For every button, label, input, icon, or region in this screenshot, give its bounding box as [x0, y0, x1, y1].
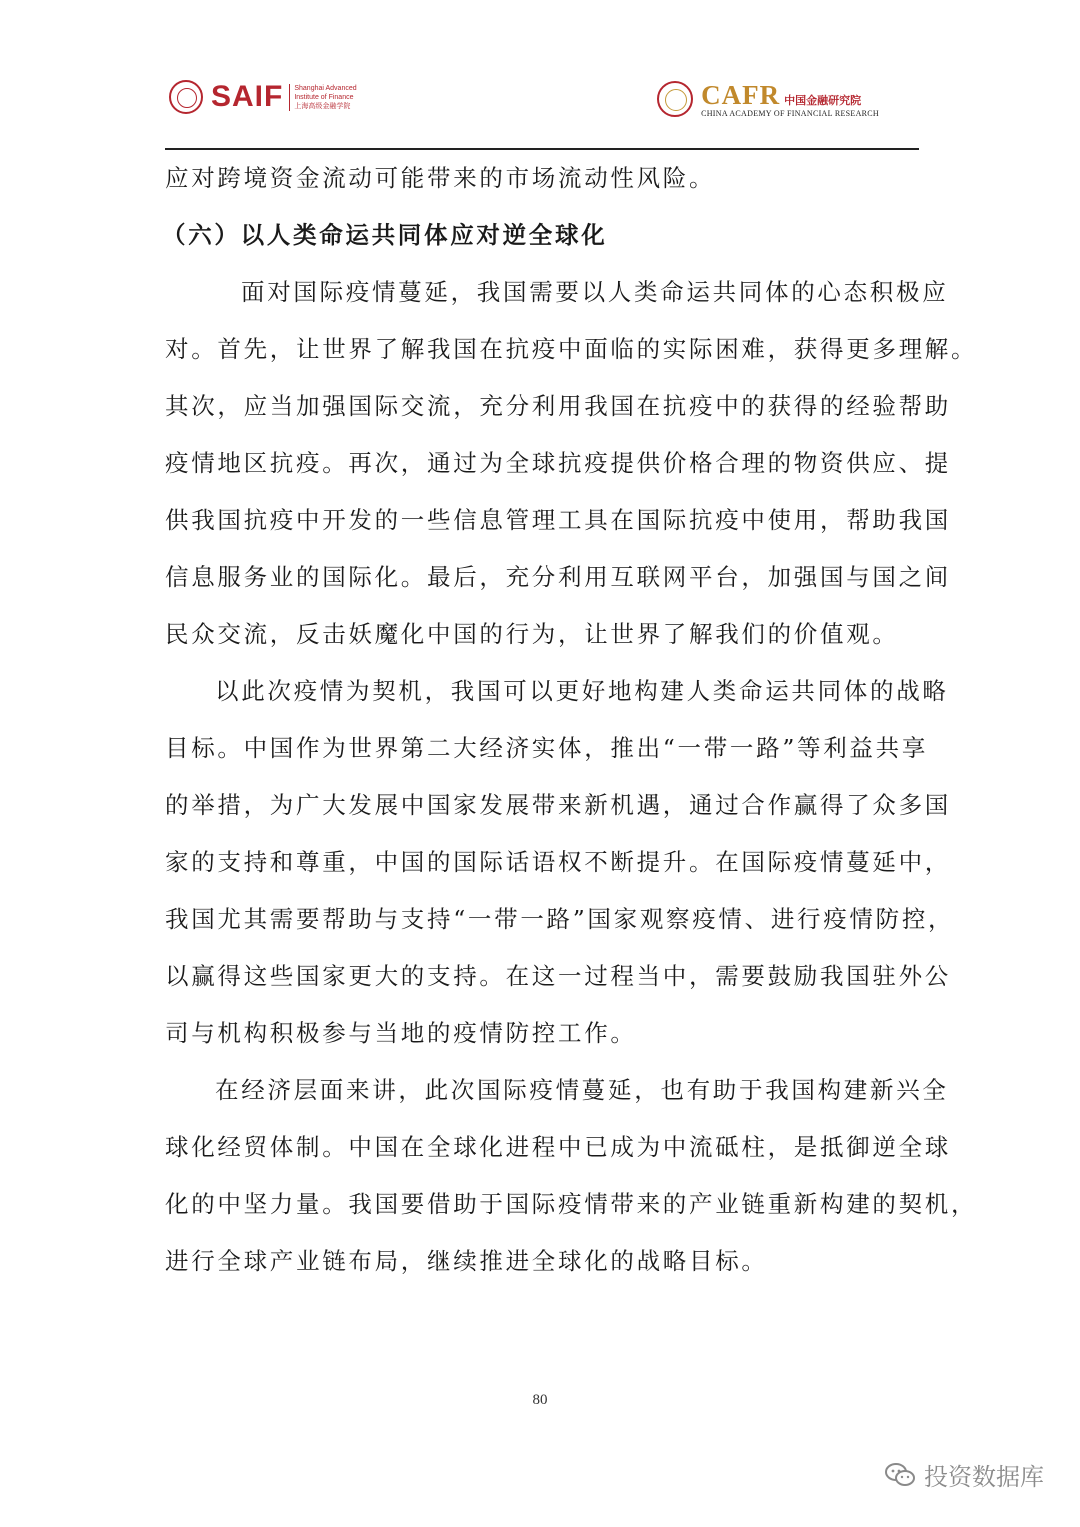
text-line: 民众交流，反击妖魔化中国的行为，让世界了解我们的价值观。 [165, 620, 899, 648]
page-header [165, 78, 919, 150]
text-line: 对。首先，让世界了解我国在抗疫中面临的实际困难，获得更多理解。 [165, 335, 978, 363]
watermark-text: 投资数据库 [924, 1463, 1044, 1491]
text-line: 供我国抗疫中开发的一些信息管理工具在国际抗疫中使用，帮助我国 [165, 506, 951, 534]
document-body [162, 155, 978, 1295]
header-divider [165, 148, 919, 150]
section-heading: （六）以人类命运共同体应对逆全球化 [162, 221, 608, 249]
text-line: 家的支持和尊重，中国的国际话语权不断提升。在国际疫情蔓延中， [165, 848, 951, 876]
paragraph-first-line: 面对国际疫情蔓延，我国需要以人类命运共同体的心态积极应 [241, 278, 949, 306]
cafr-logo [657, 80, 879, 118]
saif-logo [169, 80, 357, 114]
wechat-icon [884, 1462, 916, 1488]
text-line: 司与机构积极参与当地的疫情防控工作。 [165, 1019, 637, 1047]
paragraph-first-line: 以此次疫情为契机，我国可以更好地构建人类命运共同体的战略 [215, 677, 949, 705]
saif-subtitle-en-2: Institute of Finance [294, 93, 354, 101]
university-seal-icon [657, 81, 693, 117]
text-line: 球化经贸体制。中国在全球化进程中已成为中流砥柱，是抵御逆全球 [165, 1133, 951, 1161]
saif-logo-subtitle [289, 84, 356, 111]
text-line: 应对跨境资金流动可能带来的市场流动性风险。 [165, 164, 716, 192]
paragraph-first-line: 在经济层面来讲，此次国际疫情蔓延，也有助于我国构建新兴全 [215, 1076, 949, 1104]
saif-logo-text: SAIF [211, 80, 284, 113]
text-line: 目标。中国作为世界第二大经济实体，推出“一带一路”等利益共享 [165, 734, 929, 762]
page-number: 80 [532, 1392, 548, 1408]
text-line: 其次，应当加强国际交流，充分利用我国在抗疫中的获得的经验帮助 [165, 392, 951, 420]
text-line: 化的中坚力量。我国要借助于国际疫情带来的产业链重新构建的契机， [165, 1190, 978, 1218]
text-line: 的举措，为广大发展中国家发展带来新机遇，通过合作赢得了众多国 [165, 791, 951, 819]
text-line: 进行全球产业链布局，继续推进全球化的战略目标。 [165, 1247, 768, 1275]
cafr-logo-text: CAFR [701, 80, 781, 110]
text-line: 疫情地区抗疫。再次，通过为全球抗疫提供价格合理的物资供应、提 [165, 449, 951, 477]
text-line: 以赢得这些国家更大的支持。在这一过程当中，需要鼓励我国驻外公 [165, 962, 951, 990]
saif-subtitle-en-1: Shanghai Advanced [294, 84, 357, 92]
university-seal-icon [169, 80, 203, 114]
watermark [884, 1457, 1044, 1492]
text-line: 信息服务业的国际化。最后，充分利用互联网平台，加强国与国之间 [165, 563, 951, 591]
cafr-logo-cn: 中国金融研究院 [784, 94, 862, 107]
text-line: 我国尤其需要帮助与支持“一带一路”国家观察疫情、进行疫情防控， [165, 905, 955, 933]
saif-subtitle-cn: 上海高级金融学院 [294, 102, 351, 110]
cafr-logo-subtitle: CHINA ACADEMY OF FINANCIAL RESEARCH [701, 109, 879, 118]
